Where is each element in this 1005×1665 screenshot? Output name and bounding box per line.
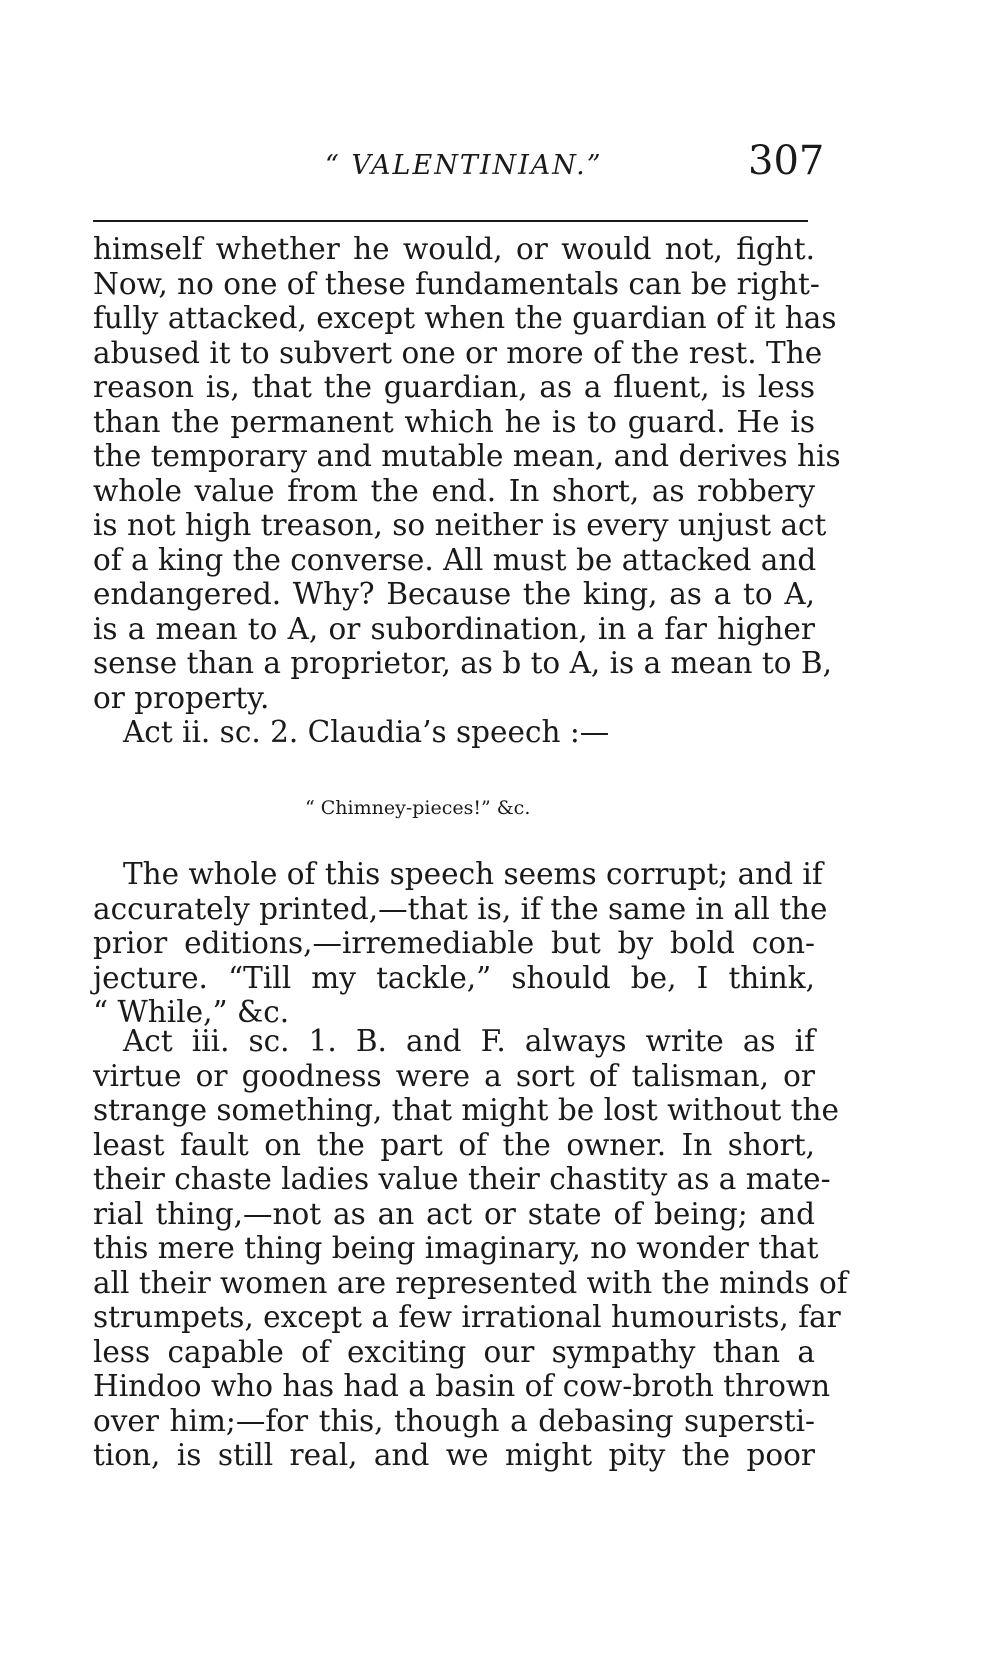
text-line: jecture. “Till my tackle,” should be, I think, — [93, 960, 815, 995]
text-line: whole value from the end. In short, as robbery — [93, 473, 815, 508]
text-line: or property. — [93, 680, 270, 715]
text-line: sense than a proprietor, as b to A, is a mean to B, — [93, 646, 832, 680]
text-line: virtue or goodness were a sort of talisman, or — [93, 1058, 815, 1093]
text-line: Now, no one of these fundamentals can be right- — [93, 266, 820, 301]
paragraph-3 — [93, 1024, 848, 1473]
text-line: all their women are represented with the minds of — [93, 1265, 848, 1300]
text-line: than the permanent which he is to guard. He is — [93, 404, 815, 439]
text-line: is a mean to A, or subordination, in a far higher — [93, 611, 815, 646]
text-line: least fault on the part of the owner. In short, — [93, 1127, 815, 1162]
text-line: abused it to subvert one or more of the rest. The — [93, 335, 823, 370]
text-line: himself whether he would, or would not, fight. — [93, 232, 815, 266]
act-ii-line: Act ii. sc. 2. Claudia’s speech :— — [123, 715, 610, 749]
text-line: the temporary and mutable mean, and derives his — [93, 439, 841, 473]
text-line: Act iii. sc. 1. B. and F. always write as if — [123, 1024, 815, 1058]
text-line: fully attacked, except when the guardian of it has — [93, 301, 837, 335]
text-line: prior editions,—irremediable but by bold con- — [93, 926, 815, 960]
text-line: Hindoo who has had a basin of cow-broth thrown — [93, 1369, 831, 1403]
text-line: less capable of exciting our sympathy than a — [93, 1334, 815, 1369]
text-line: this mere thing being imaginary, no wonder that — [93, 1231, 819, 1265]
quotation: “ Chimney-pieces!” &c. — [305, 797, 531, 819]
header-rule — [93, 220, 808, 222]
text-line: endangered. Why? Because the king, as a to A, — [93, 577, 815, 611]
paragraph-1 — [93, 232, 841, 750]
text-line: The whole of this speech seems corrupt; and if — [123, 857, 823, 891]
text-line: of a king the converse. All must be attacked and — [93, 542, 817, 577]
page-number: 307 — [748, 138, 825, 184]
text-line: “ While,” &c. — [93, 995, 290, 1029]
running-title: “ VALENTINIAN.” — [325, 150, 603, 181]
text-line: over him;—for this, though a debasing supersti- — [93, 1403, 815, 1438]
text-line: tion, is still real, and we might pity the poor — [93, 1438, 815, 1472]
text-line: reason is, that the guardian, as a fluent, is less — [93, 370, 815, 404]
text-line: rial thing,—not as an act or state of being; and — [93, 1196, 815, 1231]
text-line: is not high treason, so neither is every unjust act — [93, 508, 827, 542]
text-line: accurately printed,—that is, if the same in all the — [93, 891, 828, 926]
paragraph-2 — [93, 857, 828, 1030]
text-line: their chaste ladies value their chastity as a mate- — [93, 1162, 831, 1196]
text-line: strange something, that might be lost without the — [93, 1093, 839, 1127]
text-line: strumpets, except a few irrational humourists, far — [93, 1300, 841, 1334]
